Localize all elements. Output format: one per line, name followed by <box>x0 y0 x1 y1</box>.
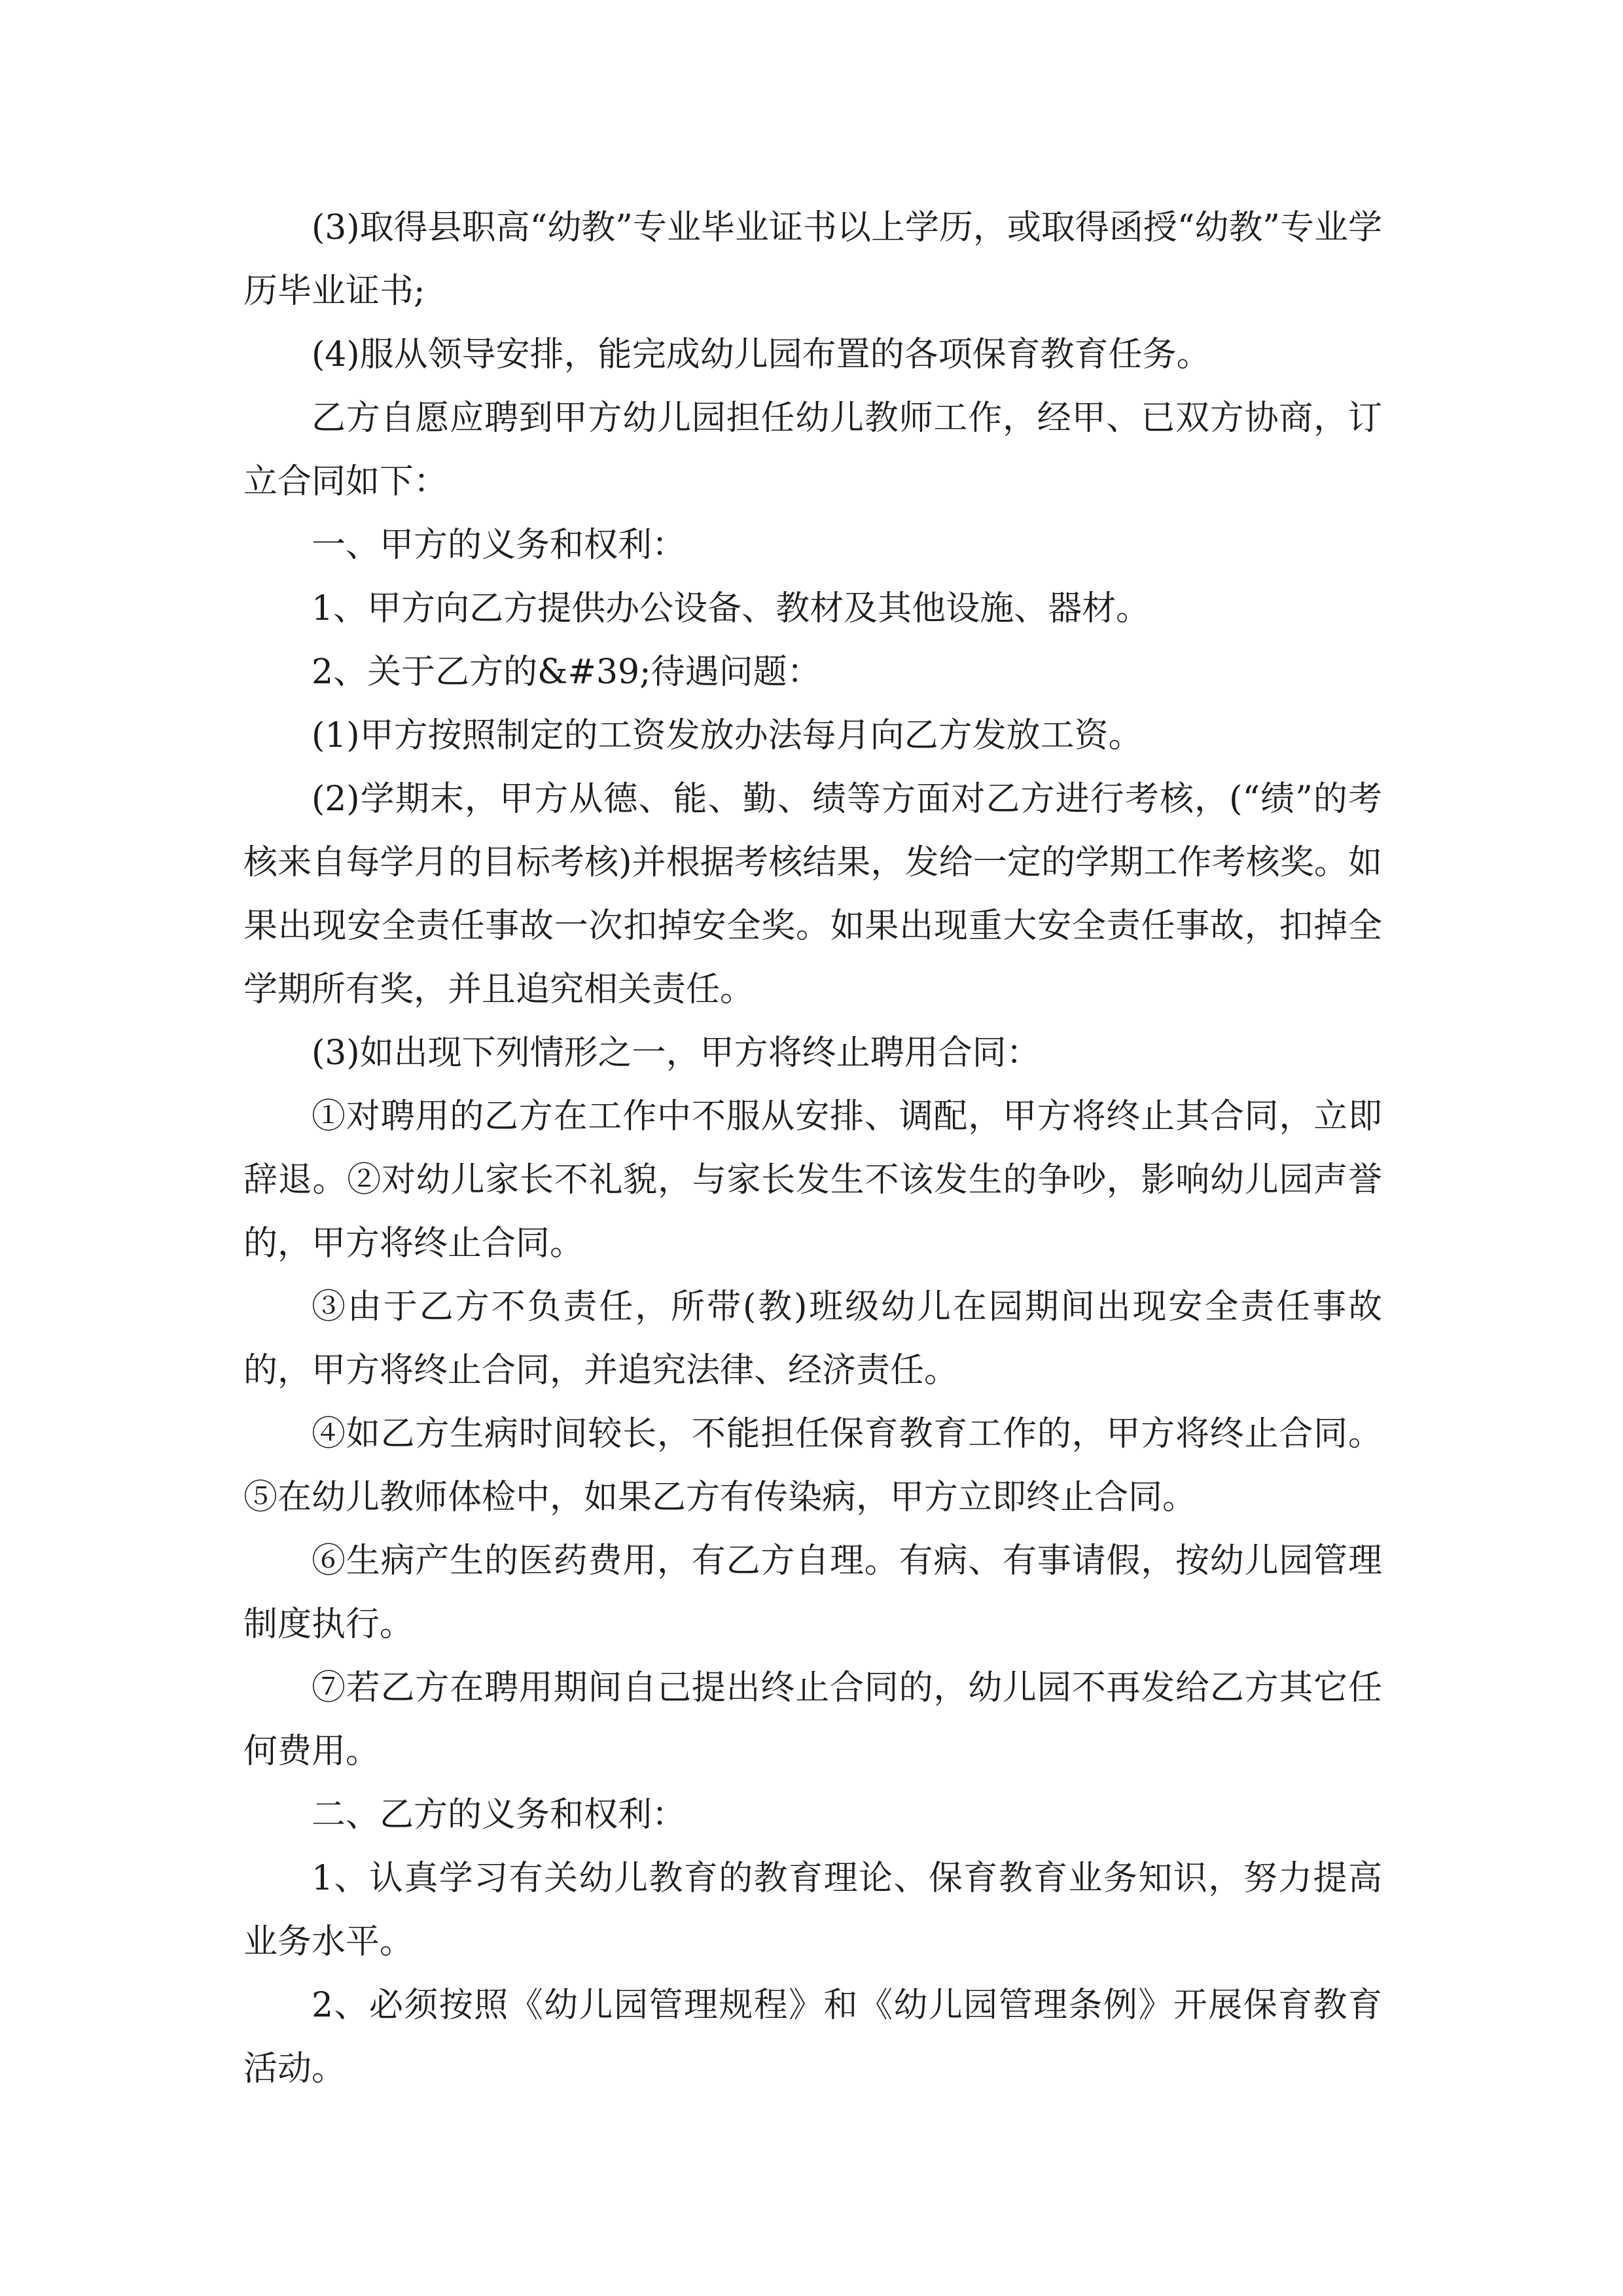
paragraph-party-a-item-2: 2、关于乙方的&#39;待遇问题： <box>312 653 821 692</box>
paragraph-termination-intro: (3)如出现下列情形之一，甲方将终止聘用合同： <box>312 1033 1041 1073</box>
paragraph-termination-1-2: ①对聘用的乙方在工作中不服从安排、调配，甲方将终止其合同，立即辞退。②对幼儿家长不礼貌，与家长发生不该发生的争吵，影响幼儿园声誉的，甲方将终止合同。 <box>243 1097 1382 1263</box>
paragraph-agreement-intro: 乙方自愿应聘到甲方幼儿园担任幼儿教师工作，经甲、已双方协商，订立合同如下： <box>243 399 1382 501</box>
document-body <box>243 196 1382 2101</box>
paragraph-salary: (1)甲方按照制定的工资发放办法每月向乙方发放工资。 <box>312 716 1143 755</box>
paragraph-termination-7: ⑦若乙方在聘用期间自己提出终止合同的，幼儿园不再发给乙方其它任何费用。 <box>243 1668 1382 1771</box>
section-heading-party-b: 二、乙方的义务和权利： <box>312 1795 687 1835</box>
paragraph-termination-6: ⑥生病产生的医药费用，有乙方自理。有病、有事请假，按幼儿园管理制度执行。 <box>243 1541 1382 1644</box>
paragraph-termination-3: ③由于乙方不负责任，所带(教)班级幼儿在园期间出现安全责任事故的，甲方将终止合同，并追究法律、经济责任。 <box>243 1287 1382 1390</box>
paragraph-party-b-item-2: 2、必须按照《幼儿园管理规程》和《幼儿园管理条例》开展保育教育活动。 <box>243 1986 1382 2089</box>
paragraph-termination-4-5: ④如乙方生病时间较长，不能担任保育教育工作的，甲方将终止合同。⑤在幼儿教师体检中，如果乙方有传染病，甲方立即终止合同。 <box>243 1414 1382 1517</box>
paragraph-party-b-item-1: 1、认真学习有关幼儿教育的教育理论、保育教育业务知识，努力提高业务水平。 <box>243 1859 1382 1962</box>
paragraph-qualification-4: (4)服从领导安排，能完成幼儿园布置的各项保育教育任务。 <box>312 335 1211 374</box>
section-heading-party-a: 一、甲方的义务和权利： <box>312 526 687 565</box>
paragraph-party-a-item-1: 1、甲方向乙方提供办公设备、教材及其他设施、器材。 <box>312 589 1150 628</box>
paragraph-qualification-3: (3)取得县职高“幼教”专业毕业证书以上学历，或取得函授“幼教”专业学历毕业证书; <box>243 208 1382 311</box>
paragraph-assessment: (2)学期末，甲方从德、能、勤、绩等方面对乙方进行考核，(“绩”的考核来自每学月的目标考核)并根据考核结果，发给一定的学期工作考核奖。如果出现安全责任事故一次扣掉安全奖。如果出现重大安全责任事故，扣掉全学期所有奖，并且追究相关责任。 <box>243 780 1382 1009</box>
